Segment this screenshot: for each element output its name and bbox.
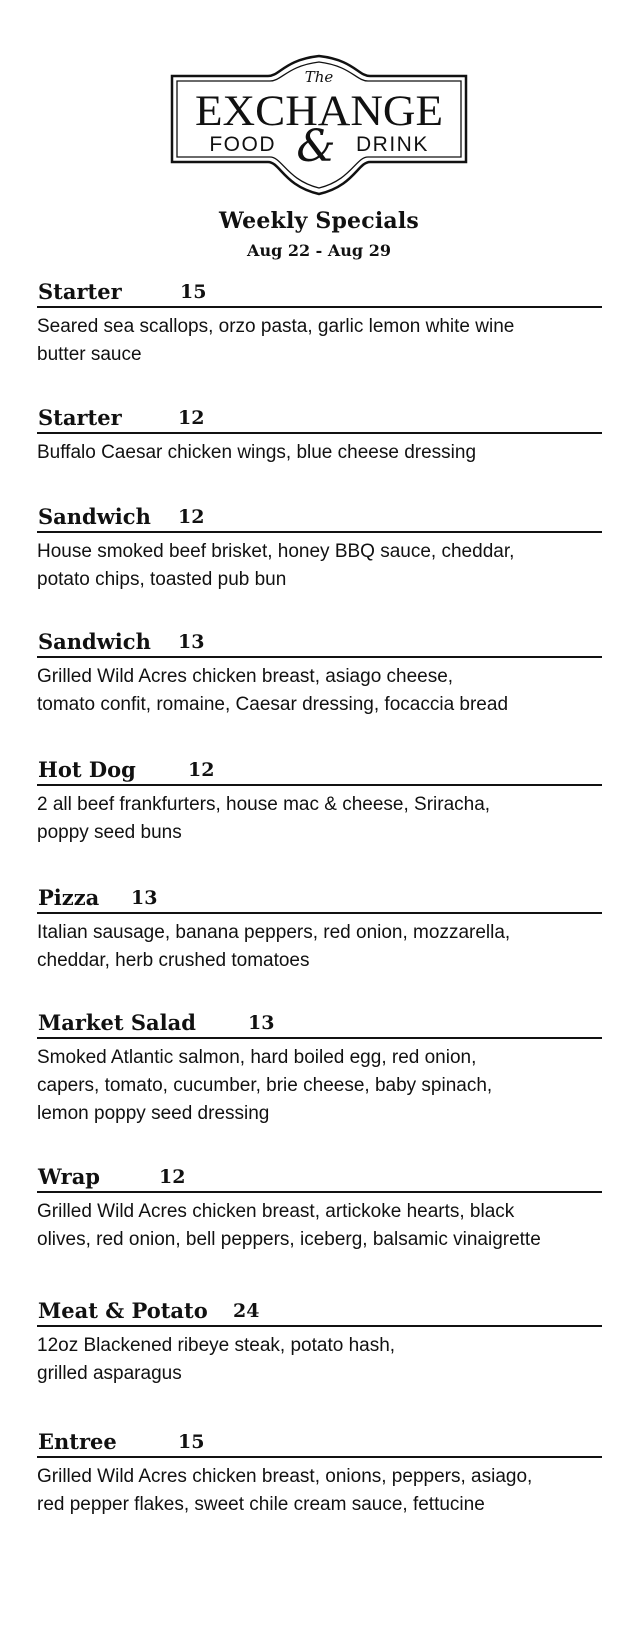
item-category: Sandwich <box>38 504 151 529</box>
item-description: House smoked beef brisket, honey BBQ sauce, cheddar, potato chips, toasted pub bun <box>37 541 515 590</box>
specials-dates: Aug 22 - Aug 29 <box>247 241 391 260</box>
item-price: 12 <box>178 506 205 528</box>
item-description: Grilled Wild Acres chicken breast, asiago cheese, tomato confit, romaine, Caesar dressing, focaccia bread <box>37 666 509 715</box>
menu-item-header <box>37 1295 602 1327</box>
menu-item-header <box>37 626 602 658</box>
item-category: Market Salad <box>38 1010 196 1035</box>
item-price: 24 <box>233 1300 260 1322</box>
item-price: 13 <box>248 1012 275 1034</box>
menu-item <box>37 1295 602 1388</box>
menu-item <box>37 626 602 719</box>
logo-food: FOOD <box>209 133 276 156</box>
menu-item <box>37 501 602 594</box>
logo-the: The <box>304 68 334 86</box>
menu-item-header <box>37 754 602 786</box>
specials-title: Weekly Specials <box>219 208 419 234</box>
item-description: Grilled Wild Acres chicken breast, artickoke hearts, black olives, red onion, bell peppers, iceberg, balsamic vinaigrette <box>37 1201 541 1250</box>
item-description: Buffalo Caesar chicken wings, blue cheese dressing <box>37 442 477 463</box>
item-category: Entree <box>38 1429 117 1454</box>
item-description: Seared sea scallops, orzo pasta, garlic lemon white wine butter sauce <box>37 316 515 365</box>
item-price: 12 <box>178 407 205 429</box>
logo-drink: DRINK <box>356 133 429 156</box>
menu-item-header <box>37 1426 602 1458</box>
item-description: Smoked Atlantic salmon, hard boiled egg, red onion, capers, tomato, cucumber, brie cheese, baby spinach, lemon poppy seed dressing <box>37 1047 493 1124</box>
menu-item <box>37 882 602 975</box>
item-category: Starter <box>38 279 122 304</box>
item-category: Wrap <box>38 1164 100 1189</box>
menu-item-header <box>37 402 602 434</box>
exchange-logo <box>166 54 472 196</box>
item-description: 2 all beef frankfurters, house mac & cheese, Sriracha, poppy seed buns <box>37 794 491 843</box>
item-category: Sandwich <box>38 629 151 654</box>
item-description: 12oz Blackened ribeye steak, potato hash, grilled asparagus <box>37 1335 396 1384</box>
menu-item-header <box>37 1007 602 1039</box>
menu-item-header <box>37 276 602 308</box>
item-category: Meat & Potato <box>38 1298 208 1323</box>
menu-item <box>37 276 602 369</box>
menu-item <box>37 1161 602 1254</box>
item-description: Italian sausage, banana peppers, red onion, mozzarella, cheddar, herb crushed tomatoes <box>37 922 511 971</box>
item-price: 13 <box>178 631 205 653</box>
item-price: 15 <box>180 281 207 303</box>
item-category: Pizza <box>38 885 100 910</box>
menu-item <box>37 1426 602 1519</box>
menu-item-header <box>37 1161 602 1193</box>
item-price: 13 <box>131 887 158 909</box>
item-price: 15 <box>178 1431 205 1453</box>
item-category: Starter <box>38 405 122 430</box>
menu-item-header <box>37 882 602 914</box>
item-price: 12 <box>188 759 215 781</box>
logo-exchange: EXCHANGE <box>195 88 443 135</box>
item-category: Hot Dog <box>38 757 136 782</box>
logo-ampersand: & <box>296 121 336 172</box>
item-price: 12 <box>159 1166 186 1188</box>
menu-item <box>37 754 602 847</box>
menu-item <box>37 1007 602 1128</box>
item-description: Grilled Wild Acres chicken breast, onions, peppers, asiago, red pepper flakes, sweet chile cream sauce, fettucine <box>37 1466 533 1515</box>
menu-item-header <box>37 501 602 533</box>
menu-item <box>37 402 602 467</box>
